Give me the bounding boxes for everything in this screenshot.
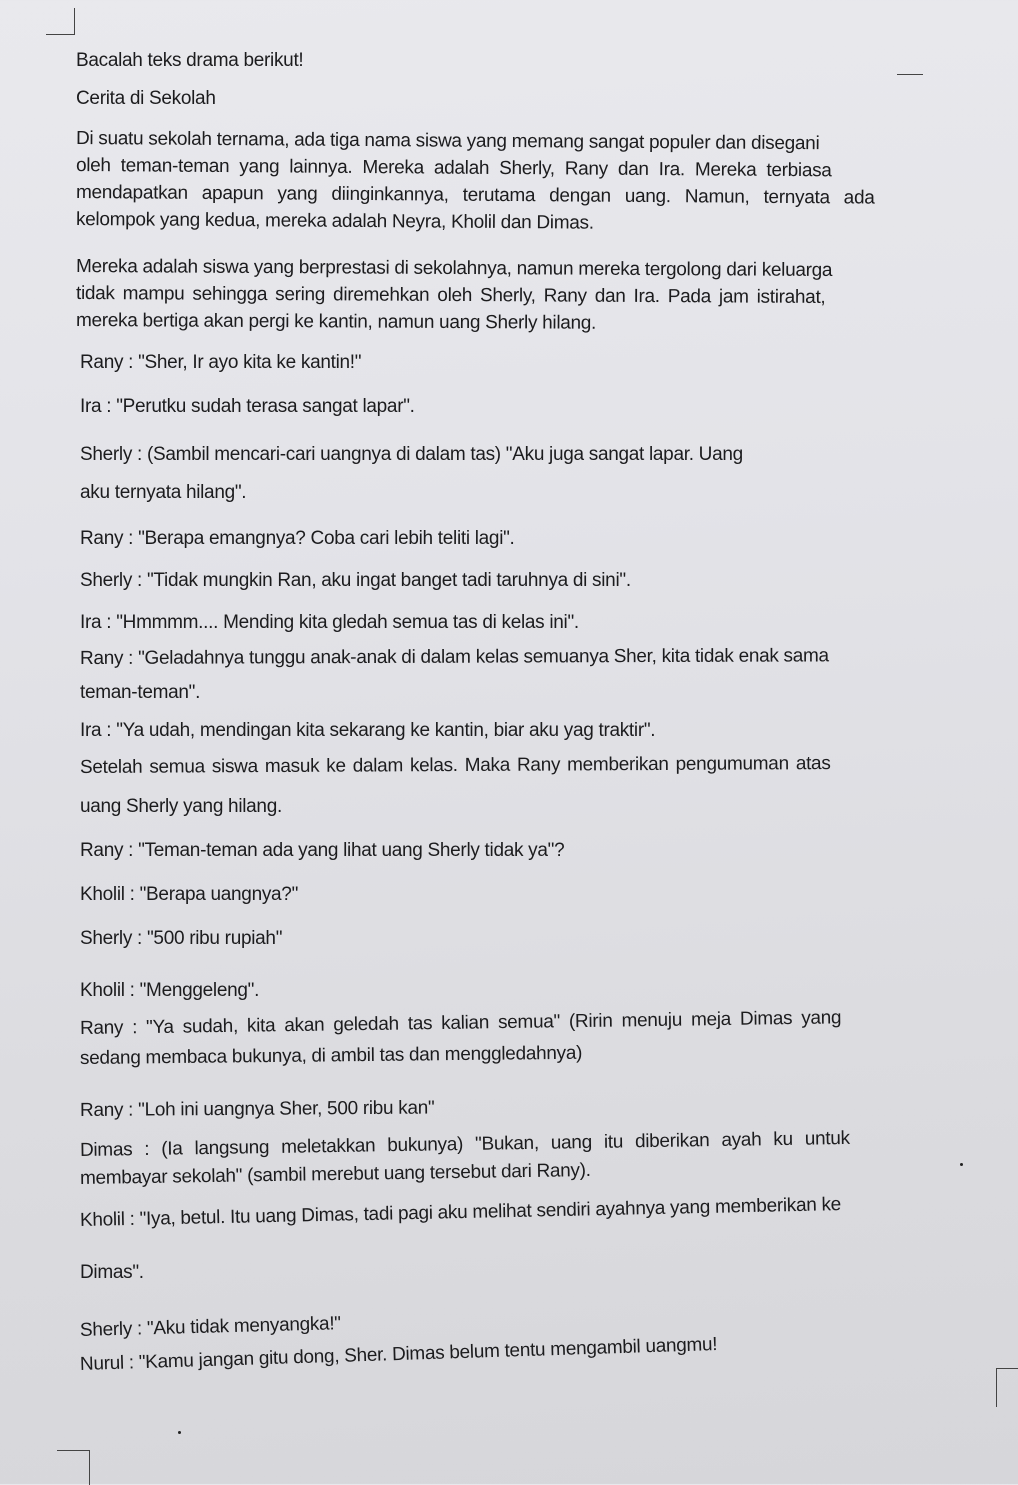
corner-mark-top-left xyxy=(46,8,75,35)
dialogue-line: membayar sekolah" (sambil merebut uang tersebut dari Rany). xyxy=(79,1159,591,1189)
dialogue-line: aku ternyata hilang". xyxy=(80,482,247,503)
corner-mark-bottom-right xyxy=(996,1368,1018,1407)
dialogue-line: Nurul : "Kamu jangan gitu dong, Sher. Dimas belum tentu mengambil uangmu! xyxy=(79,1333,718,1375)
speck xyxy=(178,1431,181,1434)
dialogue-line: Rany : "Berapa emangnya? Coba cari lebih teliti lagi". xyxy=(80,528,515,549)
dialogue-line: Sherly : "Tidak mungkin Ran, aku ingat banget tadi taruhnya di sini". xyxy=(80,570,631,591)
narration-line: Mereka adalah siswa yang berprestasi di sekolahnya, namun mereka tergolong dari keluarga xyxy=(75,256,833,281)
corner-mark-top-right xyxy=(897,62,923,75)
narration-line: mereka bertiga akan pergi ke kantin, namun uang Sherly hilang. xyxy=(75,310,597,334)
dialogue-line: Kholil : "Menggeleng". xyxy=(80,980,260,1001)
corner-mark-bottom-left xyxy=(57,1450,90,1485)
narration-line: mendapatkan apapun yang diinginkannya, terutama dengan uang. Namun, ternyata ada xyxy=(75,182,875,209)
dialogue-line: Ira : "Ya udah, mendingan kita sekarang ke kantin, biar aku yag traktir". xyxy=(80,720,656,741)
dialogue-line: Kholil : "Berapa uangnya?" xyxy=(80,884,299,905)
dialogue-line: Rany : "Sher, Ir ayo kita ke kantin!" xyxy=(80,352,362,373)
story-title: Cerita di Sekolah xyxy=(76,88,216,109)
dialogue-line: sedang membaca bukunya, di ambil tas dan menggledahnya) xyxy=(79,1042,583,1069)
narration-line: Di suatu sekolah ternama, ada tiga nama siswa yang memang sangat populer dan disegani xyxy=(75,128,820,155)
dialogue-line: Rany : "Geladahnya tunggu anak-anak di dalam kelas semuanya Sher, kita tidak enak sama xyxy=(79,645,829,669)
speck xyxy=(960,1163,963,1166)
dialogue-line: Rany : "Loh ini uangnya Sher, 500 ribu kan" xyxy=(79,1097,435,1121)
dialogue-line: Sherly : "500 ribu rupiah" xyxy=(80,928,283,949)
dialogue-line: Sherly : (Sambil mencari-cari uangnya di dalam tas) "Aku juga sangat lapar. Uang xyxy=(80,444,743,465)
instruction: Bacalah teks drama berikut! xyxy=(76,50,304,71)
dialogue-line: teman-teman". xyxy=(80,682,201,703)
dialogue-line: Dimas". xyxy=(80,1262,144,1283)
dialogue-line: Rany : "Teman-teman ada yang lihat uang Sherly tidak ya"? xyxy=(80,840,565,861)
dialogue-line: Sherly : "Aku tidak menyangka!" xyxy=(79,1313,342,1341)
dialogue-line: Rany : "Ya sudah, kita akan geledah tas kalian semua" (Ririn menuju meja Dimas yang xyxy=(79,1007,842,1039)
narration-line: uang Sherly yang hilang. xyxy=(80,796,282,817)
dialogue-line: Dimas : (Ia langsung meletakkan bukunya) "Bukan, uang itu diberikan ayah ku untuk xyxy=(79,1127,850,1161)
narration-line: oleh teman-teman yang lainnya. Mereka adalah Sherly, Rany dan Ira. Mereka terbiasa xyxy=(75,155,832,182)
dialogue-line: Ira : "Hmmmm.... Mending kita gledah semua tas di kelas ini". xyxy=(80,612,579,633)
narration-line: Setelah semua siswa masuk ke dalam kelas. Maka Rany memberikan pengumuman atas xyxy=(79,753,831,778)
dialogue-line: Kholil : "Iya, betul. Itu uang Dimas, tadi pagi aku melihat sendiri ayahnya yang memberikan ke xyxy=(79,1194,842,1231)
dialogue-line: Ira : "Perutku sudah terasa sangat lapar". xyxy=(80,396,415,417)
narration-line: kelompok yang kedua, mereka adalah Neyra, Kholil dan Dimas. xyxy=(75,209,594,234)
narration-line: tidak mampu sehingga sering diremehkan oleh Sherly, Rany dan Ira. Pada jam istirahat, xyxy=(75,283,826,308)
